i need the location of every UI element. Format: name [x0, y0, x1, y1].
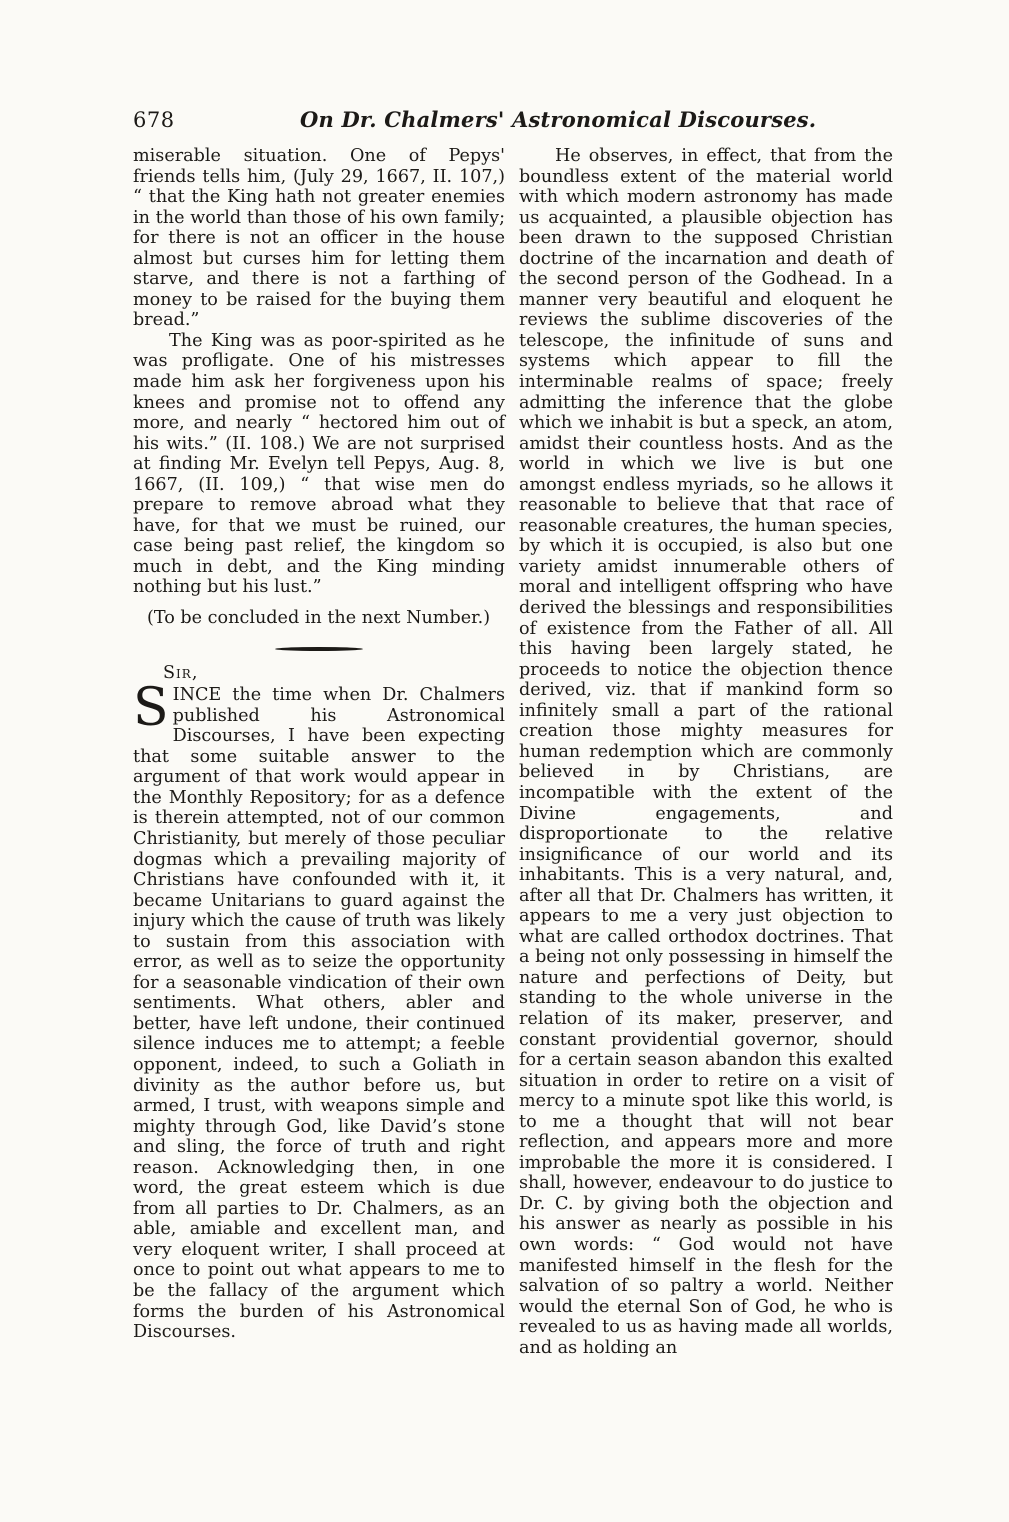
- letter-body: [133, 678, 505, 1343]
- left-paragraph-1: miserable situation. One of Pepys' friends tells him, (July 29, 1667, II. 107,) “ that the King hath not greater enemies in the world than those of his own family; for there is not an officer in the house almost but curses him for letting them starve, and there is not a farthing of money to be raised for the buying them bread.”: [133, 146, 505, 331]
- section-divider: [275, 647, 363, 651]
- continuation-note: (To be concluded in the next Number.): [147, 608, 491, 629]
- left-paragraph-2: The King was as poor-spirited as he was profligate. One of his mistresses made him ask her forgiveness upon his knees and promise not to offend any more, and nearly “ hectored him out of his wits.” (II. 108.) We are not surprised at finding Mr. Evelyn tell Pepys, Aug. 8, 1667, (II. 109,) “ that wise men do prepare to remove abroad what they have, for that we must be ruined, our case being past relief, the kingdom so much in debt, and the King minding nothing but his lust.”: [133, 330, 505, 598]
- running-head: On Dr. Chalmers' Astronomical Discourses.: [300, 107, 817, 132]
- right-column: [519, 146, 893, 1358]
- page-number: 678: [133, 108, 175, 132]
- left-column: [133, 146, 505, 1343]
- drop-cap: S: [133, 678, 169, 739]
- right-paragraph-1: He observes, in effect, that from the boundless extent of the material world with which modern astronomy has made us acquainted, a plausible objection has been drawn to the supposed Christian doctrine of the incarnation and death of the second person of the Godhead. In a manner very beautiful and eloquent he reviews the sublime discoveries of the telescope, the infinitude of suns and systems which appear to fill the interminable realms of space; freely admitting the inference that the globe which we inhabit is but a speck, an atom, amidst their countless hosts. And as the world in which we live is but one amongst endless myriads, so he allows it reasonable to believe that that race of reasonable creatures, the human species, by which it is occupied, is also but one variety amidst innumerable others of moral and intelligent offspring who have derived the blessings and responsibilities of existence from the Father of all. All this having been largely stated, he proceeds to notice the objection thence derived, viz. that if mankind form so infinitely small a part of the rational creation those mighty measures for human redemption which are commonly believed in by Christians, are incompatible with the extent of the Divine engagements, and disproportionate to the relative insignificance of our world and its inhabitants. This is a very natural, and, after all that Dr. Chalmers has written, it appears to me a very just objection to what are called orthodox doctrines. That a being not only possessing in himself the nature and perfections of Deity, but standing to the whole universe in the relation of its maker, preserver, and constant providential governor, should for a certain season abandon this exalted situation in order to retire on a visit of mercy to a minute spot like this world, is to me a thought that will not bear reflection, and appears more and more improbable the more it is considered. I shall, however, endeavour to do justice to Dr. C. by giving both the objection and his answer as nearly as possible in his own words: “ God would not have manifested himself in the flesh for the salvation of so paltry a world. Neither would the eternal Son of God, he who is revealed to us as having made all worlds, and as holding an: [519, 146, 893, 1358]
- letter-body-text: INCE the time when Dr. Chalmers published his Astronomical Discourses, I have been expecting that some suitable answer to the argument of that work would appear in the Monthly Repository; for as a defence is therein attempted, not of our common Christianity, but merely of those peculiar dogmas which a prevailing majority of Christians have confounded with it, it became Unitarians to guard against the injury which the cause of truth was likely to sustain from this association with error, as well as to seize the opportunity for a seasonable vindication of their own sentiments. What others, abler and better, have left undone, their continued silence induces me to attempt; a feeble opponent, indeed, to such a Goliath in divinity as the author before us, but armed, I trust, with weapons simple and mighty through God, like David’s stone and sling, the force of truth and right reason. Acknowledging then, in one word, the great esteem which is due from all parties to Dr. Chalmers, as an able, amiable and excellent man, and very eloquent writer, I shall proceed at once to point out what appears to me to be the fallacy of the argument which forms the burden of his Astronomical Discourses.: [133, 685, 505, 1343]
- letter-salutation: Sir,: [163, 662, 199, 683]
